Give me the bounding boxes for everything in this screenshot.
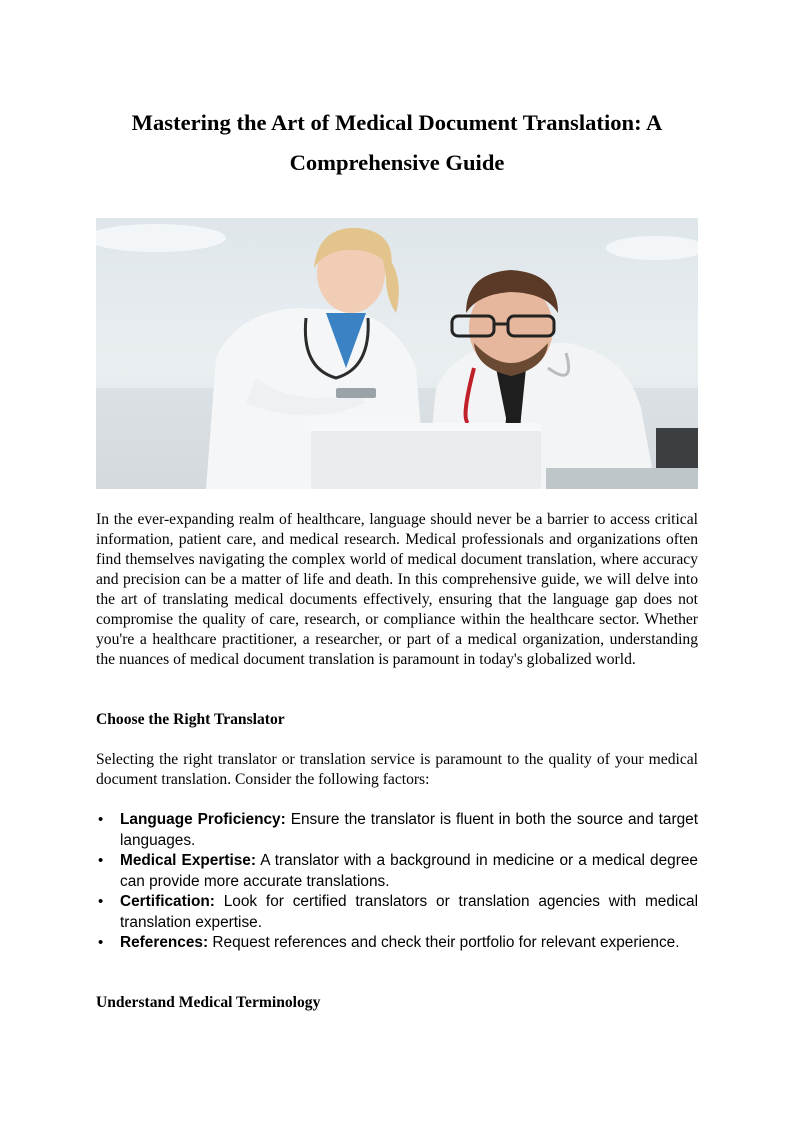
list-item-text: Request references and check their portfolio for relevant experience.	[208, 934, 680, 951]
list-item-text: Look for certified translators or translation agencies with medical translation expertise.	[120, 893, 698, 931]
bullet-icon: •	[98, 811, 104, 828]
section-heading-choose-translator: Choose the Right Translator	[96, 711, 285, 728]
bullet-icon: •	[98, 934, 104, 951]
list-item-references	[96, 933, 698, 954]
list-item-label: Certification:	[120, 893, 215, 910]
list-item-text: Ensure the translator is fluent in both the source and target languages.	[120, 811, 698, 849]
section-paragraph-choose-translator: Selecting the right translator or translation service is paramount to the quality of your medical document translation. Consider the following factors:	[96, 751, 698, 788]
document-title: Mastering the Art of Medical Document Translation: A Comprehensive Guide	[131, 110, 663, 175]
hero-image-doctors-at-laptop	[96, 218, 698, 489]
list-item-language-proficiency	[96, 810, 698, 851]
list-item-label: References:	[120, 934, 209, 951]
list-item-label: Medical Expertise:	[120, 852, 256, 869]
translator-factors-list	[96, 810, 698, 954]
intro-paragraph: In the ever-expanding realm of healthcare, language should never be a barrier to access critical information, patient care, and medical research. Medical professionals and organizations often find themselves navigating the complex world of medical document translation, where accuracy and precision can be a matter of life and death. In this comprehensive guide, we will delve into the art of translating medical documents effectively, ensuring that the language gap does not compromise the quality of care, research, or compliance within the healthcare sector. Whether you're a healthcare practitioner, a researcher, or part of a medical organization, understanding the nuances of medical document translation is paramount in today's globalized world.	[96, 511, 698, 668]
bullet-icon: •	[98, 852, 104, 869]
list-item-medical-expertise	[96, 851, 698, 892]
bullet-icon: •	[98, 893, 104, 910]
section-heading-medical-terminology: Understand Medical Terminology	[96, 994, 321, 1011]
list-item-label: Language Proficiency:	[120, 811, 286, 828]
list-item-certification	[96, 892, 698, 933]
list-item-text: A translator with a background in medicine or a medical degree can provide more accurate translations.	[120, 852, 698, 890]
doctors-illustration	[96, 218, 698, 489]
